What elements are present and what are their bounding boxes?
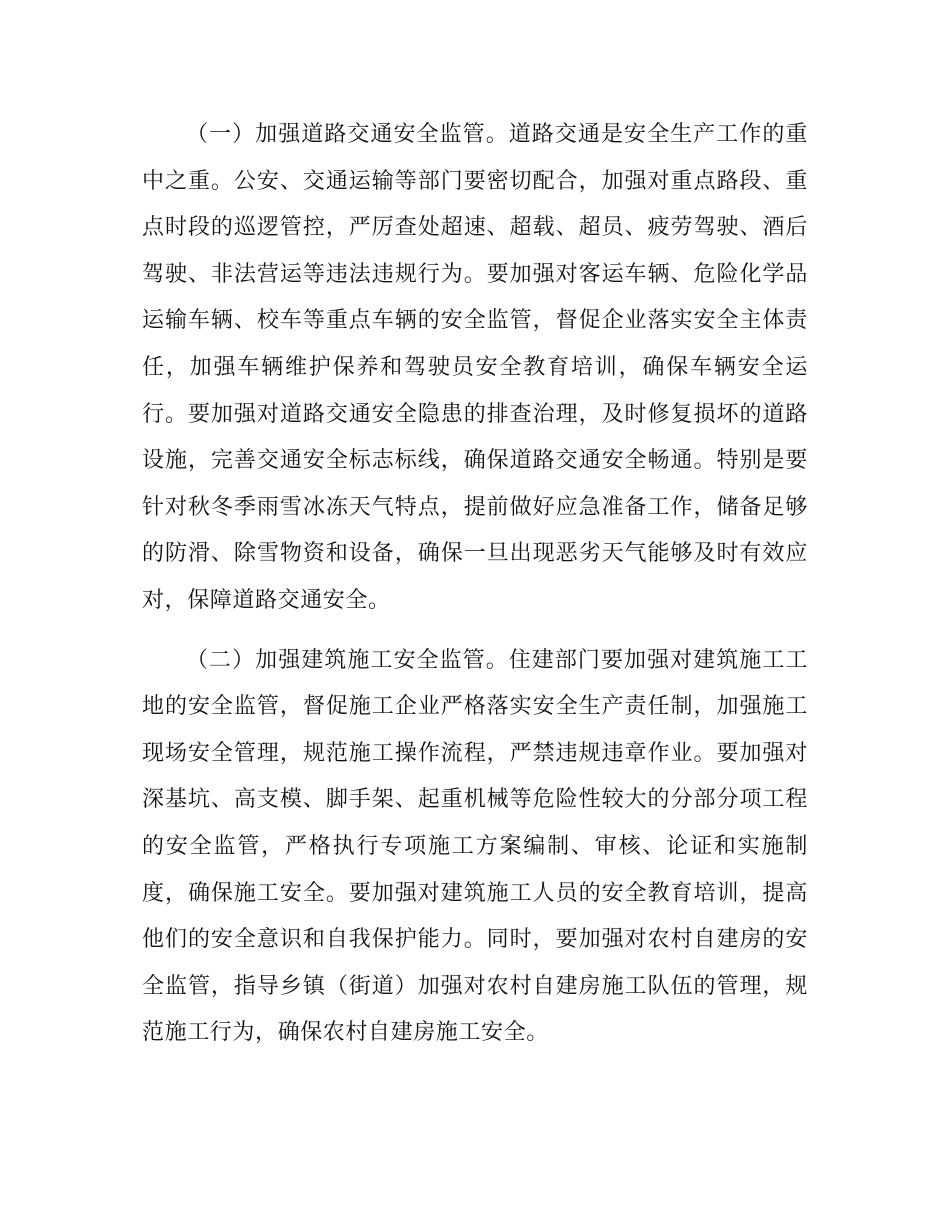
paragraph-construction-safety: （二）加强建筑施工安全监管。住建部门要加强对建筑施工工地的安全监管，督促施工企业严格落实安全生产责任制，加强施工现场安全管理，规范施工操作流程，严禁违规违章作业。要加强对深基坑、高支模、脚手架、起重机械等危险性较大的分部分项工程的安全监管，严格执行专项施工方案编制、审核、论证和实施制度，确保施工安全。要加强对建筑施工人员的安全教育培训，提高他们的安全意识和自我保护能力。同时，要加强对农村自建房的安全监管，指导乡镇（街道）加强对农村自建房施工队伍的管理，规范施工行为，确保农村自建房施工安全。 xyxy=(142,647,808,1046)
document-body xyxy=(142,112,808,1070)
paragraph-road-traffic-safety: （一）加强道路交通安全监管。道路交通是安全生产工作的重中之重。公安、交通运输等部门要密切配合，加强对重点路段、重点时段的巡逻管控，严厉查处超速、超载、超员、疲劳驾驶、酒后驾驶、非法营运等违法违规行为。要加强对客运车辆、危险化学品运输车辆、校车等重点车辆的安全监管，督促企业落实安全主体责任，加强车辆维护保养和驾驶员安全教育培训，确保车辆安全运行。要加强对道路交通安全隐患的排查治理，及时修复损坏的道路设施，完善交通安全标志标线，确保道路交通安全畅通。特别是要针对秋冬季雨雪冰冻天气特点，提前做好应急准备工作，储备足够的防滑、除雪物资和设备，确保一旦出现恶劣天气能够及时有效应对，保障道路交通安全。 xyxy=(142,122,808,613)
